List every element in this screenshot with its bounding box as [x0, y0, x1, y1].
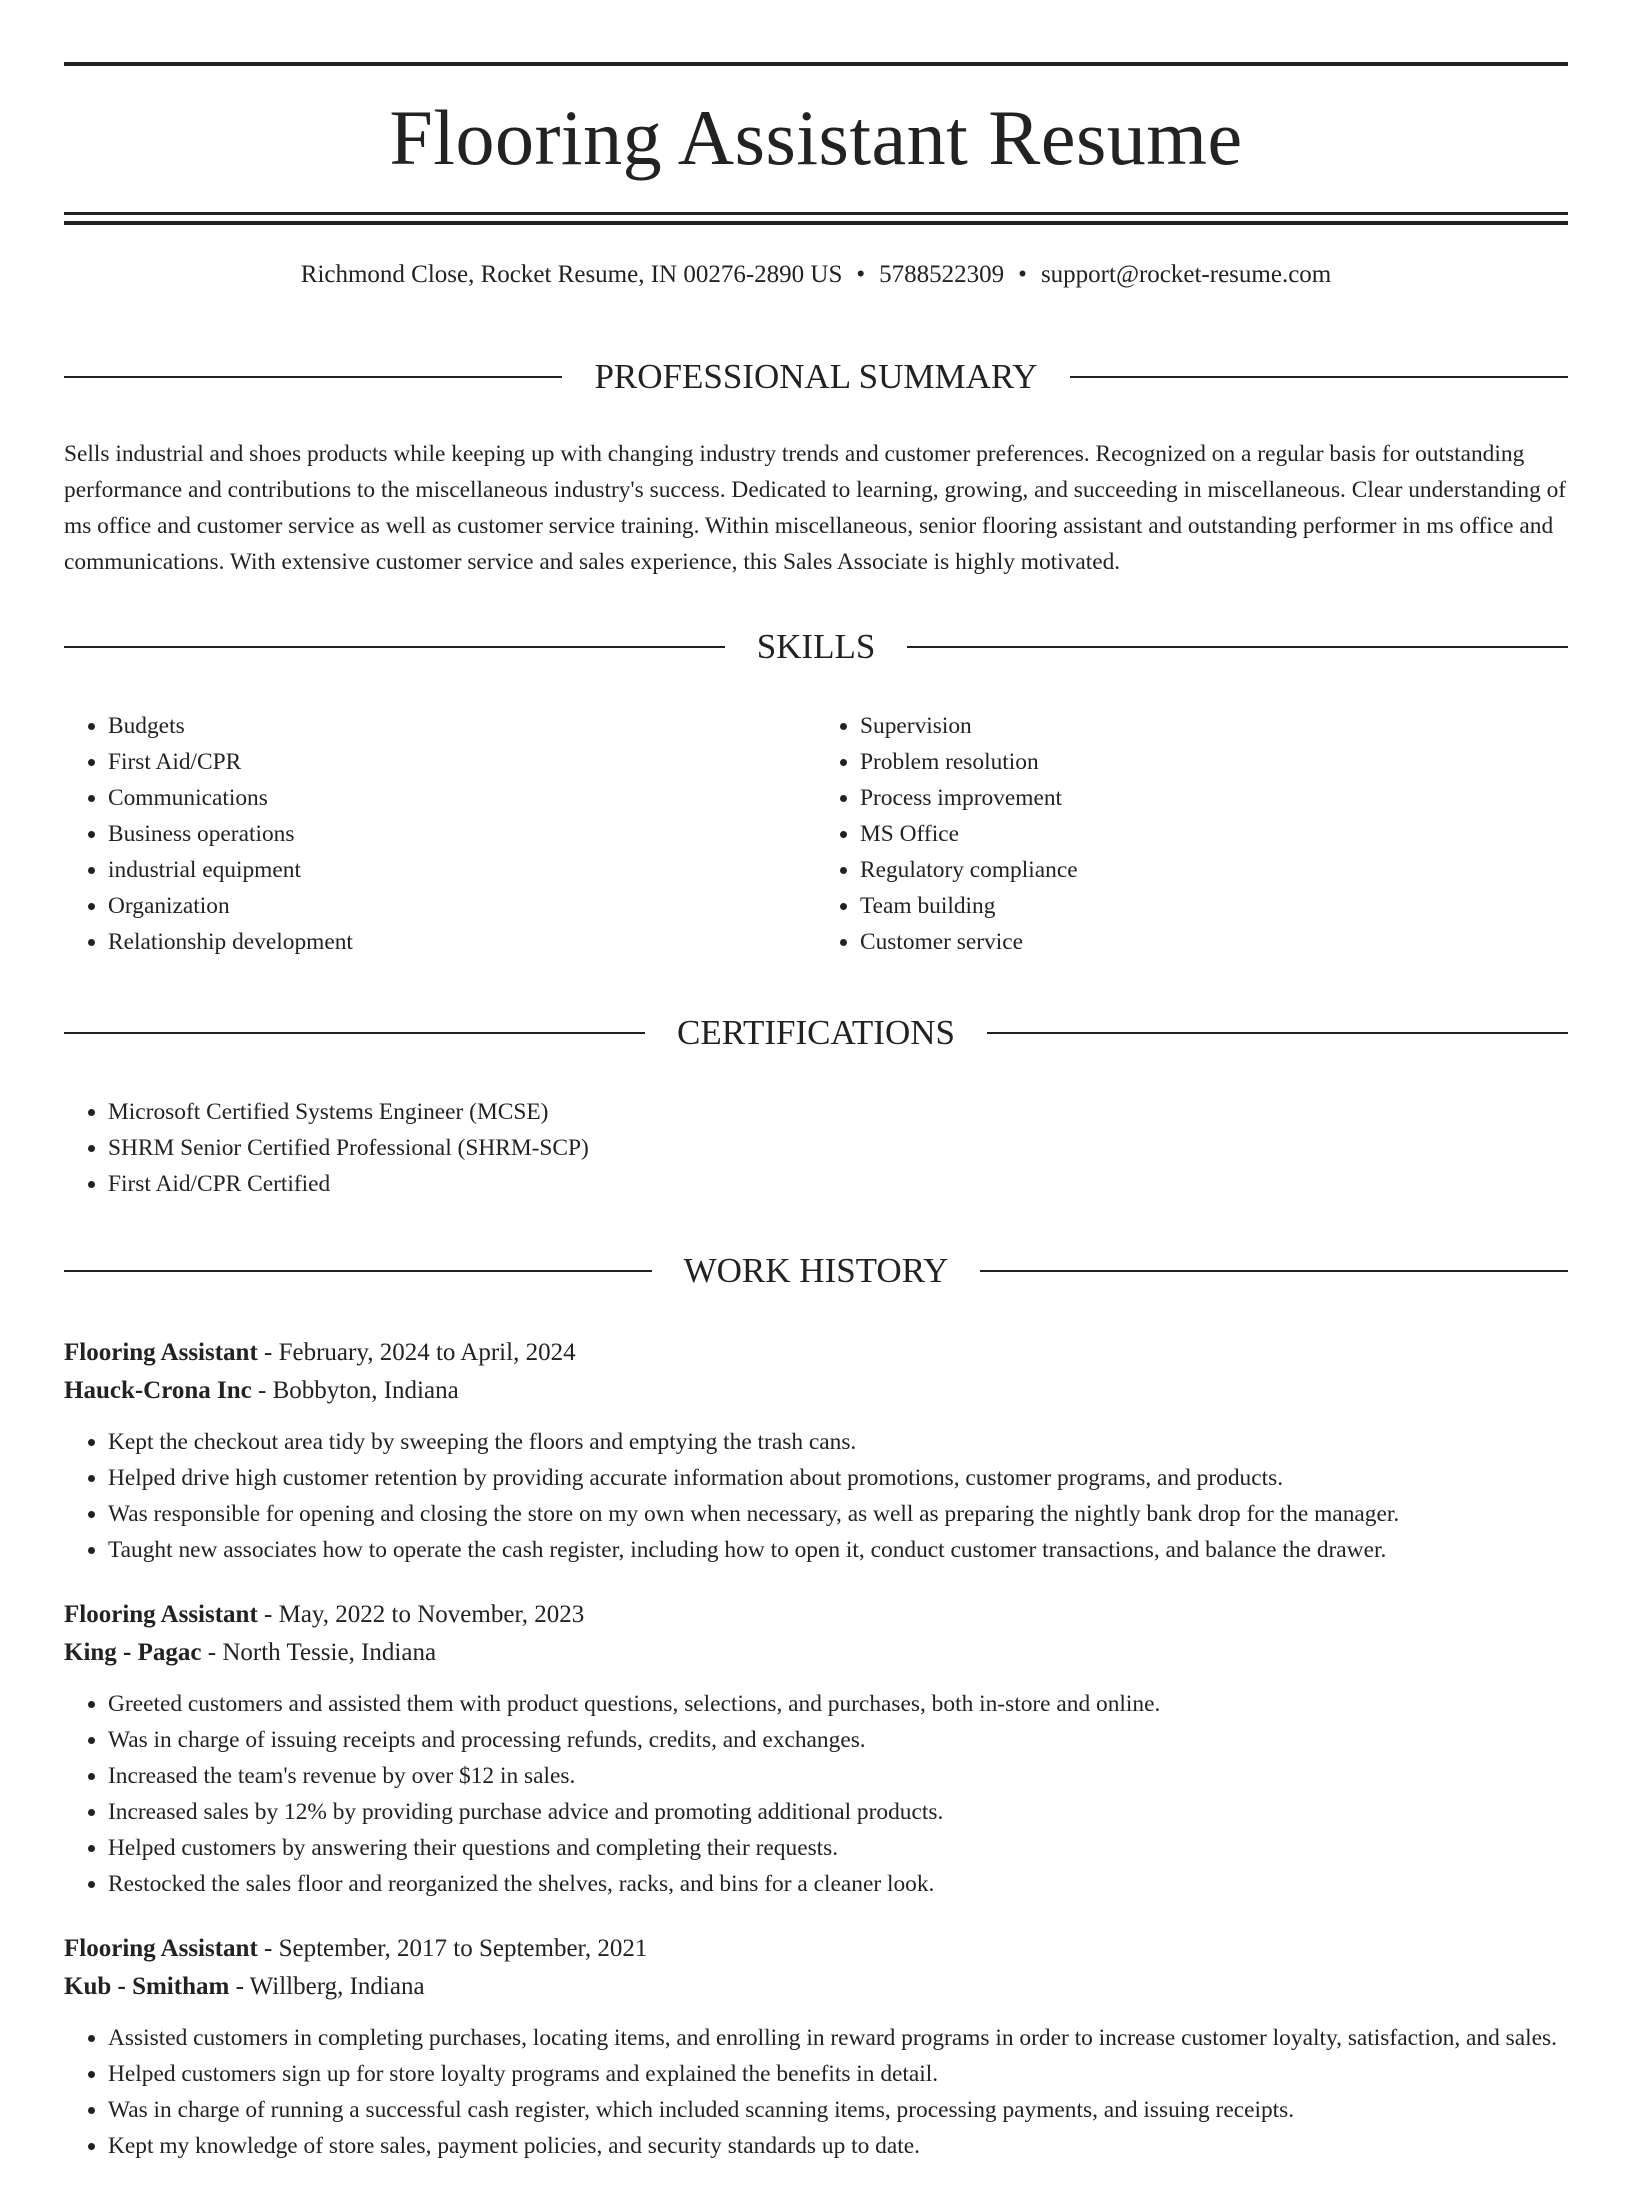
work-history-section-heading — [64, 1220, 1568, 1322]
certifications-list — [64, 1094, 1568, 1202]
heading-rule-left — [64, 1270, 652, 1272]
job-title-line — [64, 1596, 1568, 1634]
job-company-line — [64, 1968, 1568, 2006]
work-history-heading-label: WORK HISTORY — [683, 1251, 949, 1291]
certifications-bullets — [64, 1094, 1568, 1202]
job-company: Hauck-Crona Inc — [64, 1377, 252, 1405]
skill-item: • Regulatory compliance — [860, 852, 1568, 888]
job-bullet: • Increased sales by 12% by providing purchase advice and promoting additional products. — [108, 1794, 1568, 1830]
skill-item: • Communications — [108, 780, 816, 816]
skills-right-list — [816, 708, 1568, 960]
job-bullet: • Increased the team's revenue by over $12 in sales. — [108, 1758, 1568, 1794]
certification-item: • Microsoft Certified Systems Engineer (MCSE) — [108, 1094, 1568, 1130]
job-bullet: • Restocked the sales floor and reorganized the shelves, racks, and bins for a cleaner look. — [108, 1866, 1568, 1902]
job-bullet: • Greeted customers and assisted them with product questions, selections, and purchases, both in-store and online. — [108, 1686, 1568, 1722]
title-double-rule — [64, 212, 1568, 225]
skill-item: • MS Office — [860, 816, 1568, 852]
job-bullet: • Assisted customers in completing purchases, locating items, and enrolling in reward programs in order to increase customer loyalty, satisfaction, and sales. — [108, 2020, 1568, 2056]
job-title: Flooring Assistant — [64, 1601, 258, 1629]
job-bullet: • Kept the checkout area tidy by sweeping the floors and emptying the trash cans. — [108, 1424, 1568, 1460]
job-bullet: • Kept my knowledge of store sales, payment policies, and security standards up to date. — [108, 2128, 1568, 2164]
job-bullets — [64, 2020, 1568, 2164]
skills-left-list — [64, 708, 816, 960]
skills-column-right — [816, 708, 1568, 960]
certifications-heading-label: CERTIFICATIONS — [677, 1013, 955, 1053]
job-company: Kub - Smitham — [64, 1973, 230, 2001]
certification-item: • SHRM Senior Certified Professional (SHRM-SCP) — [108, 1130, 1568, 1166]
skill-item: • Process improvement — [860, 780, 1568, 816]
heading-rule-left — [64, 1032, 645, 1034]
job-company-line — [64, 1372, 1568, 1410]
job-bullet: • Was in charge of running a successful cash register, which included scanning items, processing payments, and issuing receipts. — [108, 2092, 1568, 2128]
job-title: Flooring Assistant — [64, 1339, 258, 1367]
top-rule — [64, 62, 1568, 66]
job-location: - Bobbyton, Indiana — [251, 1377, 459, 1405]
contact-separator: • — [1018, 261, 1027, 288]
skill-item: • Supervision — [860, 708, 1568, 744]
skill-item: • Team building — [860, 888, 1568, 924]
job-bullets — [64, 1424, 1568, 1568]
contact-address: Richmond Close, Rocket Resume, IN 00276-2890 US — [300, 261, 843, 288]
professional-summary: Sells industrial and shoes products while keeping up with changing industry trends and customer preferences. Recognized on a regular basis for outstanding performance and contributions to the miscellaneous industry's success. Dedicated to learning, growing, and succeeding in miscellaneous. Clear understanding of ms office and customer service as well as customer service training. Within miscellaneous, senior flooring assistant and outstanding performer in ms office and communications. With extensive customer service and sales experience, this Sales Associate is highly motivated. — [64, 441, 1567, 576]
contact-email: support@rocket-resume.com — [1040, 261, 1332, 288]
skill-item: • Customer service — [860, 924, 1568, 960]
heading-rule-right — [987, 1032, 1568, 1034]
job-entry — [64, 1596, 1568, 1902]
heading-rule-right — [907, 646, 1568, 648]
job-bullet: • Helped customers by answering their questions and completing their requests. — [108, 1830, 1568, 1866]
job-bullet: • Was responsible for opening and closing the store on my own when necessary, as well as preparing the nightly bank drop for the manager. — [108, 1496, 1568, 1532]
skill-item: • industrial equipment — [108, 852, 816, 888]
certification-item: • First Aid/CPR Certified — [108, 1166, 1568, 1202]
heading-rule-right — [980, 1270, 1568, 1272]
job-company-line — [64, 1634, 1568, 1672]
job-entry — [64, 1930, 1568, 2164]
job-dates: - February, 2024 to April, 2024 — [257, 1339, 576, 1367]
skills-heading-label: SKILLS — [756, 627, 876, 667]
skill-item: • Budgets — [108, 708, 816, 744]
skills-section-heading — [64, 596, 1568, 698]
job-dates: - May, 2022 to November, 2023 — [257, 1601, 585, 1629]
job-entry — [64, 1334, 1568, 1568]
skill-item: • Business operations — [108, 816, 816, 852]
skill-item: • Relationship development — [108, 924, 816, 960]
job-location: - Willberg, Indiana — [229, 1973, 425, 2001]
job-bullet: • Was in charge of issuing receipts and processing refunds, credits, and exchanges. — [108, 1722, 1568, 1758]
job-location: - North Tessie, Indiana — [201, 1639, 437, 1667]
job-title-line — [64, 1334, 1568, 1372]
skills-column-left — [64, 708, 816, 960]
job-company: King - Pagac — [64, 1639, 202, 1667]
skill-item: • Organization — [108, 888, 816, 924]
heading-rule-right — [1070, 376, 1568, 378]
heading-rule-left — [64, 646, 725, 648]
contact-phone: 5788522309 — [879, 261, 1005, 288]
resume-title: Flooring Assistant Resume — [389, 94, 1243, 181]
contact-separator: • — [856, 261, 866, 288]
skill-item: • First Aid/CPR — [108, 744, 816, 780]
job-title: Flooring Assistant — [64, 1935, 258, 1963]
skill-item: • Problem resolution — [860, 744, 1568, 780]
heading-rule-left — [64, 376, 562, 378]
job-bullet: • Taught new associates how to operate the cash register, including how to open it, conduct customer transactions, and balance the drawer. — [108, 1532, 1568, 1568]
job-bullet: • Helped customers sign up for store loyalty programs and explained the benefits in detail. — [108, 2056, 1568, 2092]
job-dates: - September, 2017 to September, 2021 — [257, 1935, 648, 1963]
resume-page — [64, 62, 1568, 2192]
contact-line — [64, 258, 1568, 292]
summary-heading-label: PROFESSIONAL SUMMARY — [594, 357, 1038, 397]
job-title-line — [64, 1930, 1568, 1968]
work-history-list — [64, 1334, 1568, 2164]
job-bullets — [64, 1686, 1568, 1902]
job-bullet: • Helped drive high customer retention by providing accurate information about promotions, customer programs, and products. — [108, 1460, 1568, 1496]
certifications-section-heading — [64, 982, 1568, 1084]
summary-section-heading — [64, 326, 1568, 428]
skills-list — [64, 708, 1568, 960]
